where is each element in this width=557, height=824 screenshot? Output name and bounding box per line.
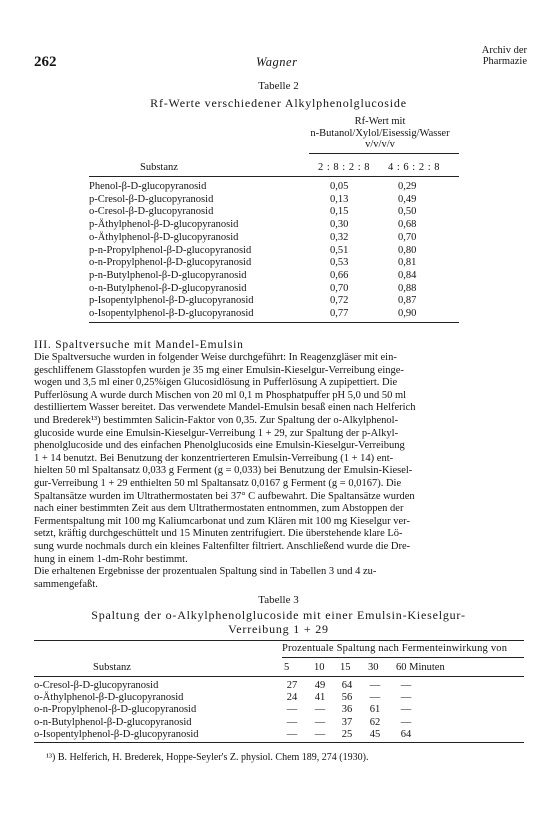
table3-bottom-rule bbox=[34, 742, 524, 743]
rf-value-ratio-2: 0,68 bbox=[398, 219, 417, 231]
journal-line-1: Archiv der bbox=[481, 45, 527, 56]
text-line: Die Spaltversuche wurden in folgender Weise durchgeführt: In Reagenzgläser mit ein- bbox=[34, 352, 397, 363]
cleavage-percent: 45 bbox=[369, 728, 381, 740]
cleavage-percent: — bbox=[400, 704, 412, 716]
rf-value-ratio-2: 0,70 bbox=[398, 231, 417, 243]
table2-colhead-line-3: v/v/v/v bbox=[365, 139, 395, 150]
rf-value-ratio-2: 0,87 bbox=[398, 295, 417, 307]
text-line: und Brederek¹³) bestimmten Salicin-Faktor von 0,35. Zur Spaltung der o-Alkylphenol- bbox=[34, 414, 399, 426]
rf-value-ratio-1: 0,05 bbox=[330, 181, 349, 192]
text-line: setzt, kräftig durchgeschüttelt und 15 Minuten zentrifugiert. Die überstehende klare Lö- bbox=[34, 528, 403, 540]
cleavage-percent: — bbox=[400, 680, 412, 691]
rf-value-ratio-2: 0,50 bbox=[398, 206, 417, 218]
substance-name: p-n-Butylphenol-β-D-glucopyranosid bbox=[89, 269, 247, 281]
table-row bbox=[0, 270, 557, 282]
table-row bbox=[0, 194, 557, 206]
table2-colhead-line-2: n-Butanol/Xylol/Eisessig/Wasser bbox=[310, 127, 450, 139]
substance-name: o-Cresol-β-D-glucopyranosid bbox=[89, 206, 214, 218]
substance-name: o-n-Propylphenol-β-D-glucopyranosid bbox=[89, 257, 252, 269]
table3-column-header: 10 bbox=[314, 662, 325, 673]
cleavage-percent: 37 bbox=[341, 716, 353, 728]
rf-value-ratio-1: 0,66 bbox=[330, 269, 349, 281]
table-row bbox=[0, 219, 557, 231]
cleavage-percent: — bbox=[369, 692, 381, 704]
substance-name: p-n-Propylphenol-β-D-glucopyranosid bbox=[89, 244, 252, 256]
text-line: geschliffenem Glasstopfen wurden je 35 mg einer Emulsin-Kieselgur-Verreibung einge- bbox=[34, 364, 404, 376]
table2-header-rule bbox=[309, 153, 459, 154]
table3-group-header: Prozentuale Spaltung nach Fermenteinwirkung von bbox=[282, 643, 508, 654]
cleavage-percent: 36 bbox=[341, 704, 353, 716]
rf-value-ratio-2: 0,81 bbox=[398, 257, 417, 269]
cleavage-percent: 25 bbox=[341, 728, 353, 740]
cleavage-percent: — bbox=[400, 692, 412, 704]
cleavage-percent: 41 bbox=[314, 692, 326, 704]
table2-bottom-rule bbox=[89, 322, 459, 323]
text-line: gur-Verreibung 1 + 29 enthielten 50 ml Spaltansatz 0,0167 g Ferment (g = 0,0167). Die bbox=[34, 477, 402, 489]
cleavage-percent: — bbox=[400, 716, 412, 728]
table2-ratio-2: 4 : 6 : 2 : 8 bbox=[388, 162, 441, 173]
cleavage-percent: — bbox=[286, 728, 298, 740]
section-title: III. Spaltversuche mit Mandel-Emulsin bbox=[34, 339, 244, 351]
substance-name: o-Isopentylphenol-β-D-glucopyranosid bbox=[34, 728, 199, 740]
text-line: nach einer bestimmten Zeit aus dem Ultrathermostaten entnommen, zum Abstoppen der bbox=[34, 503, 404, 515]
table-row bbox=[0, 245, 557, 257]
cleavage-percent: 56 bbox=[341, 692, 353, 704]
table3-substanz-header: Substanz bbox=[93, 662, 131, 673]
substance-name: p-Isopentylphenol-β-D-glucopyranosid bbox=[89, 295, 254, 307]
rf-value-ratio-1: 0,30 bbox=[330, 219, 349, 231]
page-number: 262 bbox=[34, 54, 57, 70]
rf-value-ratio-1: 0,51 bbox=[330, 244, 349, 256]
rf-value-ratio-1: 0,53 bbox=[330, 257, 349, 269]
table3-header-rule bbox=[34, 676, 524, 677]
cleavage-percent: 64 bbox=[341, 680, 353, 691]
cleavage-percent: 62 bbox=[369, 716, 381, 728]
cleavage-percent: 64 bbox=[400, 728, 412, 740]
substance-name: o-n-Butylphenol-β-D-glucopyranosid bbox=[34, 716, 192, 728]
table3-group-rule bbox=[282, 657, 524, 658]
substance-name: o-Äthylphenol-β-D-glucopyranosid bbox=[89, 231, 239, 243]
text-line: 1 + 14 benutzt. Bei Benutzung der konzentrierteren Emulsin-Verreibung (1 + 14) ent- bbox=[34, 452, 394, 464]
text-line: hielten 50 ml Spaltansatz 0,033 g Ferment (g = 0,033) bei Benutzung der Emulsin-Kiesel- bbox=[34, 465, 413, 477]
text-line: hung in einem 1-dm-Rohr bestimmt. bbox=[34, 553, 188, 565]
rf-value-ratio-1: 0,77 bbox=[330, 308, 349, 319]
cleavage-percent: 61 bbox=[369, 704, 381, 716]
rf-value-ratio-1: 0,13 bbox=[330, 193, 349, 205]
table-row bbox=[0, 308, 557, 320]
rf-value-ratio-1: 0,72 bbox=[330, 295, 349, 307]
table-row bbox=[0, 181, 557, 193]
rf-value-ratio-1: 0,32 bbox=[330, 231, 349, 243]
text-line: sung wurde nochmals durch ein kleines Faltenfilter filtriert. Anschließend wurde die Dre- bbox=[34, 540, 411, 552]
text-line: Spaltansätze wurden im Ultrathermostaten bei 37° C aufbewahrt. Die Spaltansätze wurden bbox=[34, 490, 415, 502]
rf-value-ratio-2: 0,80 bbox=[398, 244, 417, 256]
substance-name: p-Äthylphenol-β-D-glucopyranosid bbox=[89, 219, 239, 231]
table2-title: Rf-Werte verschiedener Alkylphenolglucoside bbox=[150, 96, 407, 110]
footnote: ¹³) B. Helferich, H. Brederek, Hoppe-Seyler's Z. physiol. Chem 189, 274 (1930). bbox=[46, 752, 369, 763]
rf-value-ratio-2: 0,90 bbox=[398, 308, 417, 319]
table3-title-line-1: Spaltung der o-Alkylphenolglucoside mit einer Emulsin-Kieselgur- bbox=[91, 608, 466, 622]
table-row bbox=[0, 257, 557, 269]
paragraph-1 bbox=[34, 352, 530, 566]
cleavage-percent: — bbox=[314, 704, 326, 716]
substance-name: o-Isopentylphenol-β-D-glucopyranosid bbox=[89, 308, 254, 319]
substance-name: o-n-Butylphenol-β-D-glucopyranosid bbox=[89, 282, 247, 294]
table-row bbox=[0, 295, 557, 307]
table3-title-line-2: Verreibung 1 + 29 bbox=[228, 622, 329, 636]
table2-colhead-line-1: Rf-Wert mit bbox=[354, 116, 406, 127]
cleavage-percent: — bbox=[369, 680, 381, 691]
text-line: sammengefaßt. bbox=[34, 578, 98, 590]
text-line: phenolglucoside und des einfachen Phenolglucosids eine Emulsin-Kieselgur-Verreibung bbox=[34, 440, 405, 452]
rf-value-ratio-2: 0,49 bbox=[398, 193, 417, 205]
text-line: Pufferlösung A wurde durch Mischen von 20 ml 0,1 m Phosphatpuffer pH 5,0 und 50 ml bbox=[34, 389, 407, 401]
rf-value-ratio-2: 0,29 bbox=[398, 181, 417, 192]
cleavage-percent: 24 bbox=[286, 692, 298, 704]
table3-top-rule bbox=[34, 640, 524, 641]
text-line: Die erhaltenen Ergebnisse der prozentualen Spaltung sind in Tabellen 3 und 4 zu- bbox=[34, 566, 377, 577]
journal-line-2: Pharmazie bbox=[482, 56, 527, 67]
journal-name bbox=[482, 45, 527, 67]
table3-label: Tabelle 3 bbox=[258, 594, 299, 606]
paragraph-2 bbox=[34, 566, 530, 591]
rf-value-ratio-2: 0,84 bbox=[398, 269, 417, 281]
table2-subheader-rule bbox=[89, 176, 459, 177]
substance-name: o-Cresol-β-D-glucopyranosid bbox=[34, 680, 159, 691]
table2-label: Tabelle 2 bbox=[258, 80, 299, 92]
substance-name: o-n-Propylphenol-β-D-glucopyranosid bbox=[34, 704, 197, 716]
cleavage-percent: 49 bbox=[314, 680, 326, 691]
text-line: destilliertem Wasser bereitet. Das verwendete Mandel-Emulsin besaß einen nach Helferich bbox=[34, 402, 416, 414]
text-line: Fermentspaltung mit 100 mg Kaliumcarbonat und zum Klären mit 100 mg Kieselgur ver- bbox=[34, 515, 410, 527]
table-row bbox=[0, 206, 557, 218]
rf-value-ratio-2: 0,88 bbox=[398, 282, 417, 294]
table2-column-header bbox=[290, 116, 470, 151]
table-row bbox=[0, 283, 557, 295]
rf-value-ratio-1: 0,70 bbox=[330, 282, 349, 294]
table3-column-header: 15 bbox=[340, 662, 351, 673]
cleavage-percent: 27 bbox=[286, 680, 298, 691]
table2-substanz-header: Substanz bbox=[140, 162, 178, 173]
table3-column-header: 30 bbox=[368, 662, 379, 673]
cleavage-percent: — bbox=[286, 704, 298, 716]
table3-column-header: 5 bbox=[284, 662, 290, 673]
table-row bbox=[0, 232, 557, 244]
running-author: Wagner bbox=[256, 55, 298, 69]
cleavage-percent: — bbox=[314, 728, 326, 740]
text-line: wogen und 3,5 ml einer 0,25%igen Glucosidlösung in Pufferlösung A zupipettiert. Die bbox=[34, 377, 398, 389]
substance-name: p-Cresol-β-D-glucopyranosid bbox=[89, 193, 214, 205]
rf-value-ratio-1: 0,15 bbox=[330, 206, 349, 218]
cleavage-percent: — bbox=[314, 716, 326, 728]
substance-name: Phenol-β-D-glucopyranosid bbox=[89, 181, 207, 192]
table3-column-header: 60 Minuten bbox=[396, 662, 445, 673]
text-line: glucoside wurde eine Emulsin-Kieselgur-Verreibung 1 + 29, zur Spaltung der p-Alkyl- bbox=[34, 427, 399, 439]
substance-name: o-Äthylphenol-β-D-glucopyranosid bbox=[34, 692, 184, 704]
table2-ratio-1: 2 : 8 : 2 : 8 bbox=[318, 162, 371, 173]
cleavage-percent: — bbox=[286, 716, 298, 728]
